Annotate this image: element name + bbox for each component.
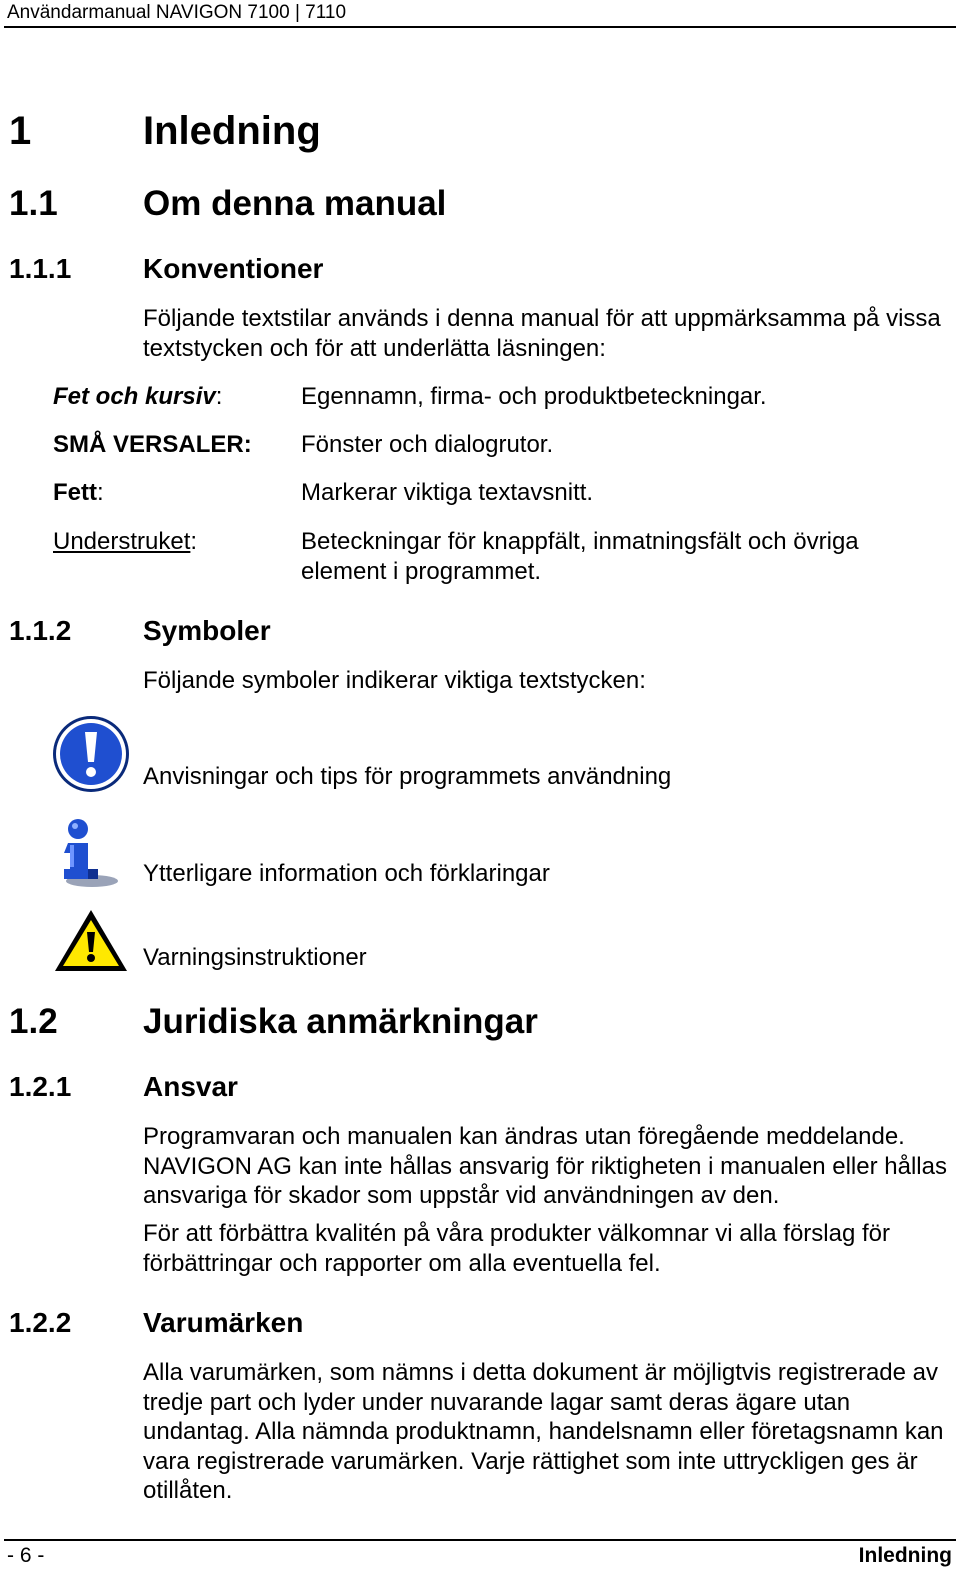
feedback-paragraph: För att förbättra kvalitén på våra produkter välkomnar vi alla förslag för förbättringar och rapporter om alla eventuella fel. [143,1220,890,1277]
subsection-title: Ansvar [143,1071,238,1102]
convention-term-bold-italic [53,382,222,411]
subsection-number: 1.1.1 [9,253,72,284]
convention-term-bold [53,478,104,507]
section-number: 1.2 [9,1002,58,1041]
info-figure-icon [56,815,122,889]
section-title: Om denna manual [143,184,447,223]
symbol-description: Varningsinstruktioner [143,944,367,971]
convention-definition: Fönster och dialogrutor. [301,431,554,458]
conventions-intro: Följande textstilar används i denna manual för att uppmärksamma på vissa textstycken och för att underlätta läsningen: [143,305,941,362]
convention-definition: Beteckningar för knappfält, inmatningsfält och övriga element i programmet. [301,528,859,585]
term-text: Fet och kursiv [53,383,216,410]
exclamation-icon [51,714,131,794]
convention-term-underlined [53,527,197,556]
symbol-description: Anvisningar och tips för programmets användning [143,763,672,790]
subsection-title: Symboler [143,615,271,646]
convention-definition: Markerar viktiga textavsnitt. [301,479,594,506]
footer-section-name: Inledning [858,1544,952,1567]
section-number: 1.1 [9,184,58,223]
convention-definition: Egennamn, firma- och produktbeteckningar. [301,383,767,410]
convention-term-small-caps [53,430,252,459]
term-suffix: : [190,528,198,555]
chapter-title: Inledning [143,109,321,153]
subsection-number: 1.1.2 [9,615,72,646]
page-number: - 6 - [7,1544,45,1567]
symbols-intro: Följande symboler indikerar viktiga textstycken: [143,667,646,694]
header-rule [4,26,956,28]
footer-rule [4,1539,956,1541]
subsection-title: Konventioner [143,253,324,284]
term-text: Fett [53,479,97,506]
symbol-description: Ytterligare information och förklaringar [143,860,550,887]
subsection-number: 1.2.1 [9,1071,72,1102]
trademarks-paragraph: Alla varumärken, som nämns i detta dokument är möjligtvis registrerade av tredje part och lyder under nuvarande lagar samt deras ägare utan undantag. Alla nämnda produktnamn, handelsnamn eller företagsnamn kan vara registrerade varumärken. Varje rättighet som inte uttryckligen ges är otillåten. [143,1359,944,1504]
warning-triangle-icon [53,908,129,974]
liability-paragraph: Programvaran och manualen kan ändras utan föregående meddelande. NAVIGON AG kan inte hållas ansvarig för riktigheten i manualen eller hållas ansvariga för skador som uppstår vid användningen av den. [143,1123,947,1209]
term-suffix: : [215,383,223,410]
term-suffix: : [97,479,104,506]
term-text: SMÅ VERSALER: [53,431,252,458]
chapter-number: 1 [9,109,32,153]
running-header: Användarmanual NAVIGON 7100 | 7110 [7,2,347,23]
subsection-number: 1.2.2 [9,1307,72,1338]
section-title: Juridiska anmärkningar [143,1002,538,1041]
term-text: Understruket [53,528,191,555]
subsection-title: Varumärken [143,1307,304,1338]
